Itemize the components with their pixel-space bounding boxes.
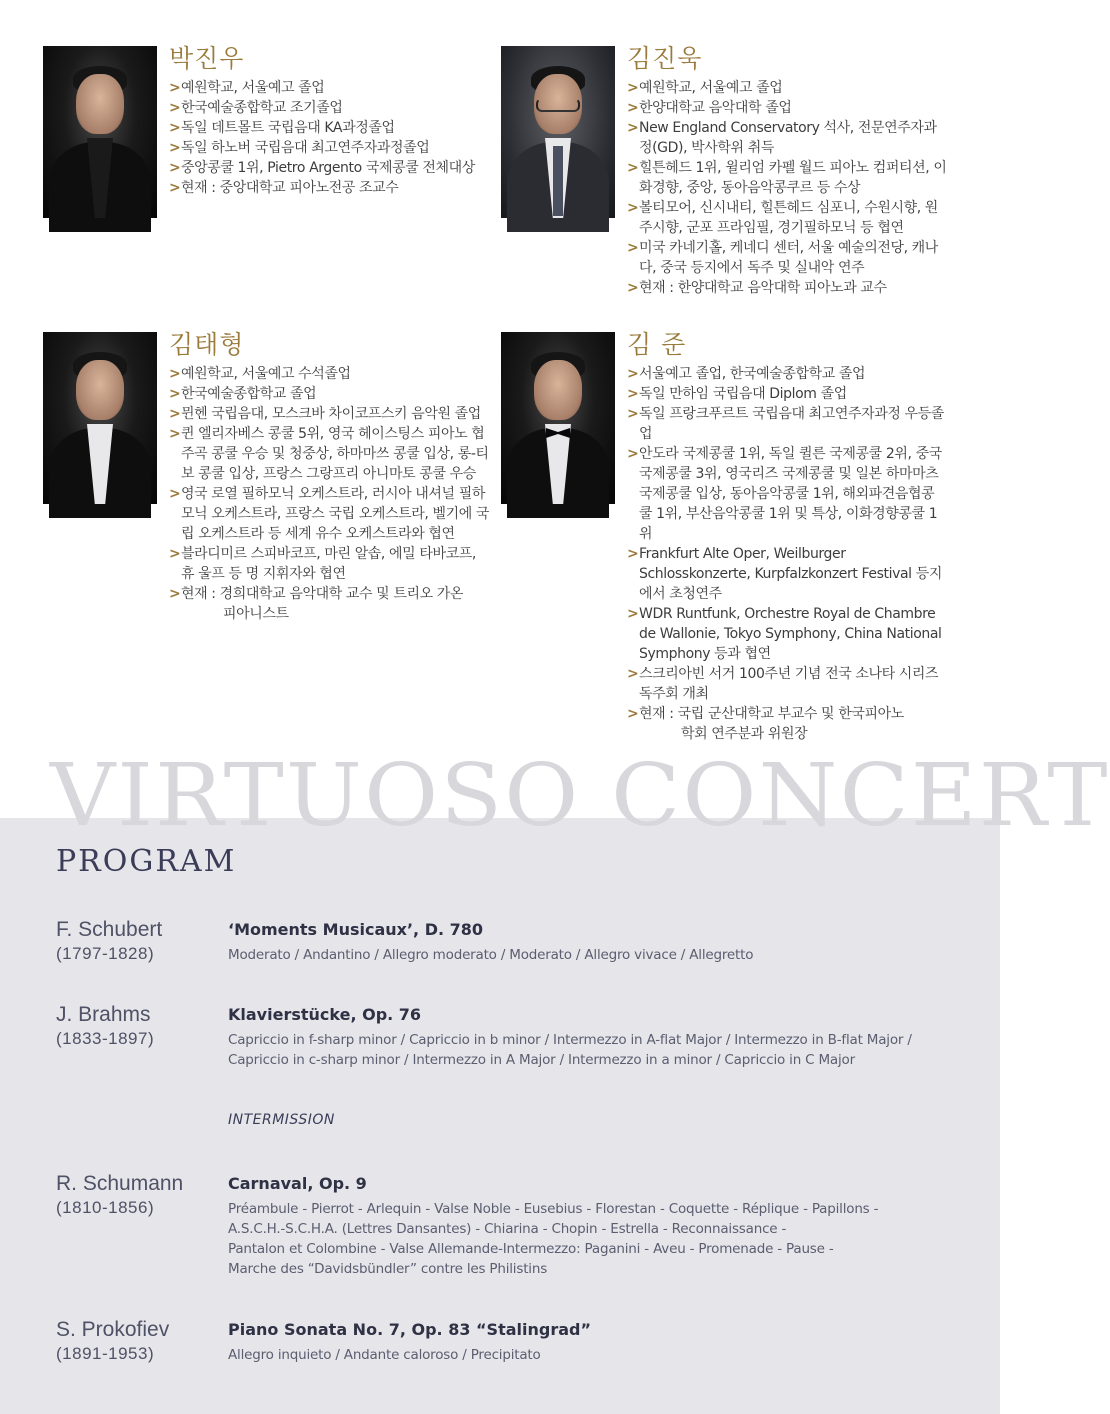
current-position-cont: 피아니스트 [223,606,289,622]
bio-item: > Frankfurt Alte Oper, Weilburger Schlosskonzerte, Kurpfalzkonzert Festival 등지에서 초청연주 [627,544,947,604]
bio-item: > 중앙콩쿨 1위, Pietro Argento 국제콩쿨 전체대상 [169,158,499,178]
movement-line: Pantalon et Colombine - Valse Allemande-Intermezzo: Paganini - Aveu - Promenade - Pause - [228,1241,834,1257]
work-title: ‘Moments Musicaux’, D. 780 [228,920,484,939]
composer-name: F. Schubert [56,918,163,941]
bio-list [627,78,947,298]
pianist-name: 김태형 [169,330,245,359]
pianist-photo [43,332,157,504]
bio-item: > 예원학교, 서울예고 수석졸업 [169,364,489,384]
movement-list [228,945,948,965]
composer-name: J. Brahms [56,1003,151,1026]
bio-item: > 블라디미르 스피바코프, 마린 알솝, 에밀 타바코프, 휴 울프 등 명 지휘자와 협연 [169,544,489,584]
composer-years: (1833-1897) [56,1029,155,1048]
bio-item: > 현재 : 중앙대학교 피아노전공 조교수 [169,178,499,198]
bio-list [169,78,499,198]
bio-item: > 예원학교, 서울예고 졸업 [169,78,499,98]
composer-years: (1797-1828) [56,944,155,963]
bio-item: > New England Conservatory 석사, 전문연주자과 정(GD), 박사학위 취득 [627,118,947,158]
pianist-photo [501,332,615,504]
bio-item: > 퀸 엘리자베스 콩쿨 5위, 영국 헤이스팅스 피아노 협주곡 콩쿨 우승 및 청중상, 하마마쓰 콩쿨 입상, 롱-티보 콩쿨 입상, 프랑스 그랑프리 아니마토 콩쿨 우승 [169,424,489,484]
movement-line: Capriccio in f-sharp minor / Capriccio in b minor / Intermezzo in A-flat Major / Intermezzo in B-flat Major / [228,1032,912,1048]
bio-item: > 한양대학교 음악대학 졸업 [627,98,947,118]
movement-line: A.S.C.H.-S.C.H.A. (Lettres Dansantes) - Chiarina - Chopin - Estrella - Reconnaissance - [228,1221,787,1237]
bio-list [169,364,489,624]
movement-list [228,1199,948,1279]
bio-item: > 독일 만하임 국립음대 Diplom 졸업 [627,384,947,404]
composer-name: S. Prokofiev [56,1318,170,1341]
bio-item: > 힐튼헤드 1위, 윌리엄 카펠 월드 피아노 컴퍼티션, 이화경향, 중앙, 동아음악콩쿠르 등 수상 [627,158,947,198]
movement-list [228,1030,948,1070]
movement-line: Allegro inquieto / Andante caloroso / Precipitato [228,1347,541,1363]
current-position: 현재 : 경희대학교 음악대학 교수 및 트리오 가온 [181,586,464,602]
pianist-name: 박진우 [169,44,245,73]
bio-item: > 서울예고 졸업, 한국예술종합학교 졸업 [627,364,947,384]
bio-list [627,364,947,744]
current-position: 현재 : 국립 군산대학교 부교수 및 한국피아노 [639,706,904,722]
program-title: PROGRAM [56,844,237,879]
bio-item: > 뮌헨 국립음대, 모스크바 차이코프스키 음악원 졸업 [169,404,489,424]
bio-item: > 한국예술종합학교 졸업 [169,384,489,404]
bio-item: > 독일 프랑크푸르트 국립음대 최고연주자과정 우등졸업 [627,404,947,444]
movement-list [228,1345,948,1365]
movement-line: Capriccio in c-sharp minor / Intermezzo in A Major / Intermezzo in a minor / Capriccio in C Major [228,1052,855,1068]
bio-item: > 미국 카네기홀, 케네디 센터, 서울 예술의전당, 캐나다, 중국 등지에서 독주 및 실내악 연주 [627,238,947,278]
composer-name: R. Schumann [56,1172,184,1195]
bio-item: > 독일 데트몰트 국립음대 KA과정졸업 [169,118,499,138]
intermission-label: INTERMISSION [228,1112,335,1128]
current-position-cont: 학회 연주분과 위원장 [681,726,808,742]
bio-item: > 안도라 국제콩쿨 1위, 독일 퀼른 국제콩쿨 2위, 중국 국제콩쿨 3위, 영국리즈 국제콩쿨 및 일본 하마마츠 국제콩쿨 입상, 동아음악콩쿨 1위, 해외파견음협콩쿨 1위, 부산음악콩쿨 1위 및 특상, 이화경향콩쿨 1위 [627,444,947,544]
movement-line: Préambule - Pierrot - Arlequin - Valse Noble - Eusebius - Florestan - Coquette - Réplique - Papillons - [228,1201,879,1217]
pianist-photo [43,46,157,218]
pianist-photo [501,46,615,218]
bio-item-current [169,584,489,624]
bio-item-current [627,704,947,744]
bio-item: > 독일 하노버 국립음대 최고연주자과정졸업 [169,138,499,158]
composer-years: (1810-1856) [56,1198,155,1217]
bio-item: > 한국예술종합학교 조기졸업 [169,98,499,118]
pianist-name: 김 준 [627,330,687,359]
bio-item: > WDR Runtfunk, Orchestre Royal de Chambre de Wallonie, Tokyo Symphony, China National Symphony 등과 협연 [627,604,947,664]
bio-item: > 현재 : 한양대학교 음악대학 피아노과 교수 [627,278,947,298]
movement-line: Marche des “Davidsbündler” contre les Philistins [228,1261,548,1277]
work-title: Klavierstücke, Op. 76 [228,1005,422,1024]
composer-years: (1891-1953) [56,1344,155,1363]
movement-line: Moderato / Andantino / Allegro moderato / Moderato / Allegro vivace / Allegretto [228,947,754,963]
work-title: Piano Sonata No. 7, Op. 83 “Stalingrad” [228,1320,591,1339]
bio-item: > 예원학교, 서울예고 졸업 [627,78,947,98]
watermark-title: VIRTUOSO CONCERT [50,746,1110,846]
bio-item: > 영국 로열 필하모닉 오케스트라, 러시아 내셔널 필하모닉 오케스트라, 프랑스 국립 오케스트라, 벨기에 국립 오케스트라 등 세계 유수 오케스트라와 협연 [169,484,489,544]
work-title: Carnaval, Op. 9 [228,1174,367,1193]
pianist-name: 김진욱 [627,44,703,73]
bio-item: > 볼티모어, 신시내티, 힐튼헤드 심포니, 수원시향, 원주시향, 군포 프라임필, 경기필하모닉 등 협연 [627,198,947,238]
bio-item: > 스크리아빈 서거 100주년 기념 전국 소나타 시리즈 독주회 개최 [627,664,947,704]
